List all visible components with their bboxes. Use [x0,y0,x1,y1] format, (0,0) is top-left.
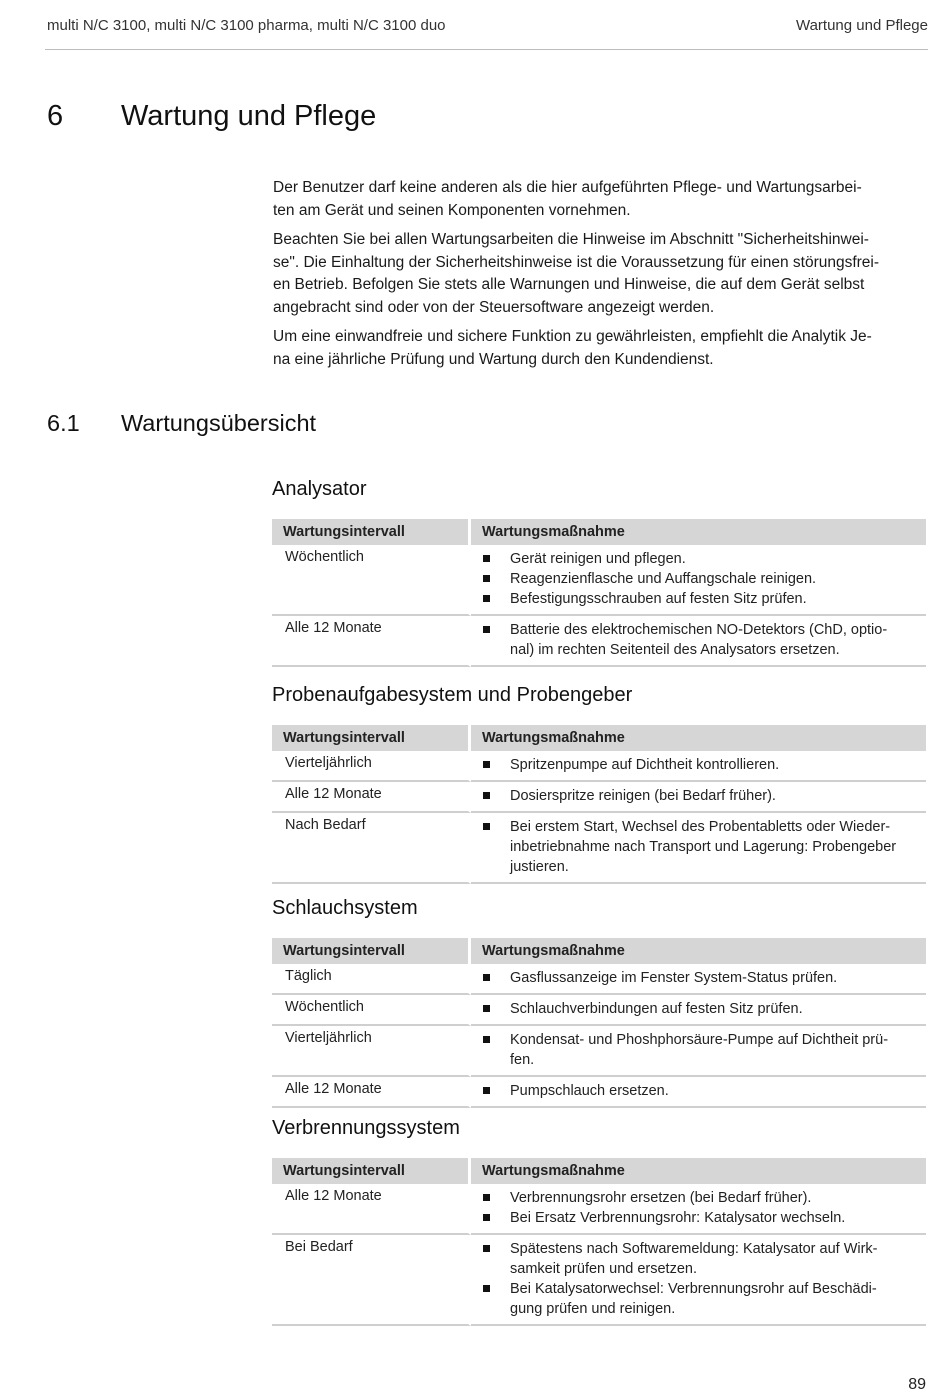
text-line: se". Die Einhaltung der Sicherheitshinweise ist die Voraussetzung für einen störungsfrei- [273,253,880,271]
text-line: nal) im rechten Seitenteil des Analysators ersetzen. [510,642,840,658]
text-line: Spritzenpumpe auf Dichtheit kontrollieren. [510,757,780,773]
text-line: angebracht sind oder von der Steuersoftware angezeigt werden. [273,298,715,316]
text-line: Um eine einwandfreie und sichere Funktion zu gewährleisten, empfiehlt die Analytik Je- [273,328,872,345]
column-header-action: Wartungsmaßnahme [471,1158,926,1184]
interval-cell: Wöchentlich [272,545,471,616]
table-row [272,1026,926,1077]
text-line: Gerät reinigen und pflegen. [510,551,686,567]
text-line: Bei erstem Start, Wechsel des Probentabletts oder Wieder- [510,819,891,835]
table-row [272,1077,926,1108]
table-row [272,616,926,667]
action-cell [471,1026,926,1077]
text-line: Spätestens nach Softwaremeldung: Katalysator auf Wirk- [510,1241,878,1257]
list-item [481,589,926,609]
text-line: Verbrennungsrohr ersetzen (bei Bedarf früher). [510,1190,812,1206]
chapter-title: Wartung und Pflege [121,100,377,132]
header-document-title: multi N/C 3100, multi N/C 3100 pharma, multi N/C 3100 duo [47,17,446,34]
text-line: Pumpschlauch ersetzen. [510,1083,669,1099]
page-header [45,15,928,50]
maintenance-table [272,938,926,1108]
list-item [481,817,926,877]
list-item [481,1208,926,1228]
subsection-title: Schlauchsystem [272,897,418,919]
bullet-icon [483,1036,490,1043]
table-row [272,813,926,884]
table-header-row [272,725,926,751]
bullet-icon [483,1245,490,1252]
text-line: Der Benutzer darf keine anderen als die hier aufgeführten Pflege- und Wartungsarbei- [273,179,862,196]
action-cell [471,1077,926,1108]
list-item [481,1030,926,1070]
chapter-number: 6 [47,100,64,132]
interval-cell: Vierteljährlich [272,751,471,782]
text-line: gung prüfen und reinigen. [510,1301,676,1317]
bullet-icon [483,1194,490,1201]
interval-cell: Täglich [272,964,471,995]
table-row [272,964,926,995]
action-cell [471,813,926,884]
section-number: 6.1 [47,410,80,436]
list-item [481,755,926,775]
text-line: Bei Katalysatorwechsel: Verbrennungsrohr auf Beschädi- [510,1281,877,1297]
column-header-action: Wartungsmaßnahme [471,725,926,751]
text-line: na eine jährliche Prüfung und Wartung durch den Kundendienst. [273,350,714,368]
interval-cell: Nach Bedarf [272,813,471,884]
bullet-icon [483,626,490,633]
bullet-icon [483,974,490,981]
intro-text [273,177,923,378]
list-item [481,549,926,569]
list-item [481,569,926,589]
column-header-interval: Wartungsintervall [272,1158,471,1184]
text-line: Reagenzienflasche und Auffangschale reinigen. [510,571,817,587]
text-line: inbetriebnahme nach Transport und Lagerung: Probengeber [510,839,897,855]
bullet-icon [483,761,490,768]
table-row [272,995,926,1026]
list-item [481,1239,926,1279]
text-line: Dosierspritze reinigen (bei Bedarf früher). [510,788,776,804]
column-header-interval: Wartungsintervall [272,938,471,964]
text-line: Befestigungsschrauben auf festen Sitz prüfen. [510,591,807,607]
text-line: fen. [510,1052,535,1068]
list-item [481,620,926,660]
interval-cell: Alle 12 Monate [272,1184,471,1235]
interval-cell: Wöchentlich [272,995,471,1026]
intro-paragraph [273,326,923,371]
interval-cell: Alle 12 Monate [272,782,471,813]
bullet-icon [483,595,490,602]
text-line: Kondensat- und Phoshphorsäure-Pumpe auf Dichtheit prü- [510,1032,889,1048]
text-line: Beachten Sie bei allen Wartungsarbeiten die Hinweise im Abschnitt "Sicherheitshinwei- [273,231,869,248]
table-row [272,751,926,782]
interval-cell: Alle 12 Monate [272,616,471,667]
intro-paragraph [273,229,923,319]
subsection-title: Probenaufgabesystem und Probengeber [272,684,633,706]
column-header-interval: Wartungsintervall [272,725,471,751]
table-row [272,545,926,616]
bullet-icon [483,792,490,799]
action-cell [471,751,926,782]
page-number: 89 [908,1376,926,1393]
column-header-interval: Wartungsintervall [272,519,471,545]
column-header-action: Wartungsmaßnahme [471,938,926,964]
maintenance-table [272,519,926,667]
interval-cell: Alle 12 Monate [272,1077,471,1108]
text-line: en Betrieb. Befolgen Sie stets alle Warnungen und Hinweise, die auf dem Gerät selbst [273,276,865,293]
maintenance-table [272,1158,926,1326]
list-item [481,1279,926,1319]
action-cell [471,1184,926,1235]
bullet-icon [483,1214,490,1221]
text-line: Batterie des elektrochemischen NO-Detektors (ChD, optio- [510,622,888,638]
text-line: Bei Ersatz Verbrennungsrohr: Katalysator wechseln. [510,1210,846,1226]
text-line: ten am Gerät und seinen Komponenten vornehmen. [273,201,631,219]
interval-cell: Bei Bedarf [272,1235,471,1326]
action-cell [471,545,926,616]
action-cell [471,616,926,667]
table-row [272,1235,926,1326]
bullet-icon [483,555,490,562]
bullet-icon [483,1285,490,1292]
table-header-row [272,519,926,545]
text-line: Schlauchverbindungen auf festen Sitz prüfen. [510,1001,803,1017]
list-item [481,999,926,1019]
bullet-icon [483,1087,490,1094]
list-item [481,1188,926,1208]
table-header-row [272,938,926,964]
maintenance-table [272,725,926,884]
table-header-row [272,1158,926,1184]
text-line: justieren. [510,859,569,875]
bullet-icon [483,575,490,582]
action-cell [471,782,926,813]
text-line: Gasflussanzeige im Fenster System-Status prüfen. [510,970,838,986]
bullet-icon [483,823,490,830]
action-cell [471,995,926,1026]
column-header-action: Wartungsmaßnahme [471,519,926,545]
list-item [481,968,926,988]
bullet-icon [483,1005,490,1012]
header-chapter-title: Wartung und Pflege [795,17,928,34]
table-row [272,1184,926,1235]
subsection-title: Analysator [272,478,367,500]
section-title: Wartungsübersicht [121,410,317,436]
table-row [272,782,926,813]
list-item [481,786,926,806]
action-cell [471,964,926,995]
text-line: samkeit prüfen und ersetzen. [510,1261,697,1277]
list-item [481,1081,926,1101]
interval-cell: Vierteljährlich [272,1026,471,1077]
action-cell [471,1235,926,1326]
subsection-title: Verbrennungssystem [272,1117,460,1139]
intro-paragraph [273,177,923,222]
